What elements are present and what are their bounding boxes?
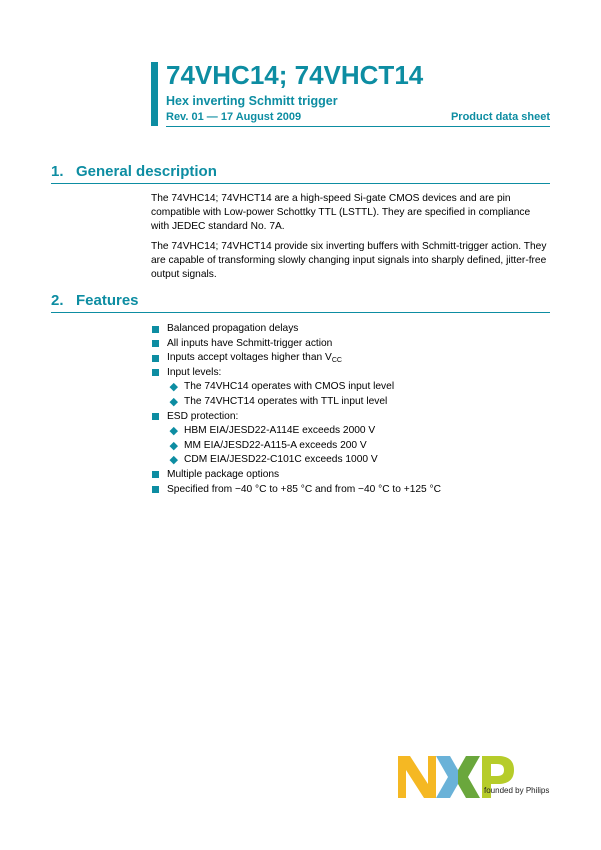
- diamond-bullet-icon: [170, 383, 178, 391]
- square-bullet-icon: [152, 326, 159, 333]
- feature-subitem: MM EIA/JESD22-A115-A exceeds 200 V: [151, 439, 551, 454]
- section-number: 2.: [51, 292, 64, 309]
- section-title: Features: [76, 292, 139, 309]
- feature-subitem: CDM EIA/JESD22-C101C exceeds 1000 V: [151, 453, 551, 468]
- feature-subitem: HBM EIA/JESD22-A114E exceeds 2000 V: [151, 424, 551, 439]
- feature-item: Multiple package options: [151, 468, 551, 483]
- logo-n-shape: [398, 756, 436, 798]
- revision-info: Rev. 01 — 17 August 2009: [166, 111, 302, 123]
- square-bullet-icon: [152, 369, 159, 376]
- feature-item: ESD protection:: [151, 410, 551, 425]
- section-features-heading: [51, 292, 139, 309]
- logo-tagline: founded by Philips: [484, 786, 550, 795]
- description-paragraph: The 74VHC14; 74VHCT14 are a high-speed Si-gate CMOS devices and are pin compatible with Low-power Schottky TTL (LSTTL). They are specified in compliance with JEDEC standard No. 7A.: [151, 193, 531, 233]
- square-bullet-icon: [152, 486, 159, 493]
- feature-item: Specified from −40 °C to +85 °C and from −40 °C to +125 °C: [151, 483, 551, 498]
- square-bullet-icon: [152, 355, 159, 362]
- document-subtitle: Hex inverting Schmitt trigger: [166, 94, 338, 108]
- feature-item: Input levels:: [151, 366, 551, 381]
- title-accent-bar: [151, 62, 158, 126]
- diamond-bullet-icon: [170, 442, 178, 450]
- section-divider: [51, 312, 550, 313]
- section-number: 1.: [51, 163, 64, 180]
- section-title: General description: [76, 163, 217, 180]
- nxp-logo: [398, 754, 550, 804]
- section-general-description-heading: [51, 163, 217, 180]
- diamond-bullet-icon: [170, 398, 178, 406]
- square-bullet-icon: [152, 340, 159, 347]
- features-list: [151, 322, 551, 497]
- diamond-bullet-icon: [170, 456, 178, 464]
- logo-x-left-shape: [436, 756, 458, 798]
- document-title: 74VHC14; 74VHCT14: [166, 60, 424, 90]
- feature-subitem: The 74VHC14 operates with CMOS input level: [151, 380, 551, 395]
- feature-item: Inputs accept voltages higher than $V_{CC}$: [151, 351, 551, 366]
- square-bullet-icon: [152, 471, 159, 478]
- header-divider: [166, 126, 550, 127]
- feature-item: Balanced propagation delays: [151, 322, 551, 337]
- diamond-bullet-icon: [170, 427, 178, 435]
- feature-item: All inputs have Schmitt-trigger action: [151, 337, 551, 352]
- square-bullet-icon: [152, 413, 159, 420]
- document-type: Product data sheet: [450, 111, 550, 123]
- logo-x-right-shape: [458, 756, 480, 798]
- feature-subitem: The 74VHCT14 operates with TTL input level: [151, 395, 551, 410]
- description-paragraph: The 74VHC14; 74VHCT14 provide six inverting buffers with Schmitt-trigger action. They are capable of transforming slowly changing input signals into sharply defined, jitter-free output signals.: [151, 241, 547, 281]
- section-divider: [51, 183, 550, 184]
